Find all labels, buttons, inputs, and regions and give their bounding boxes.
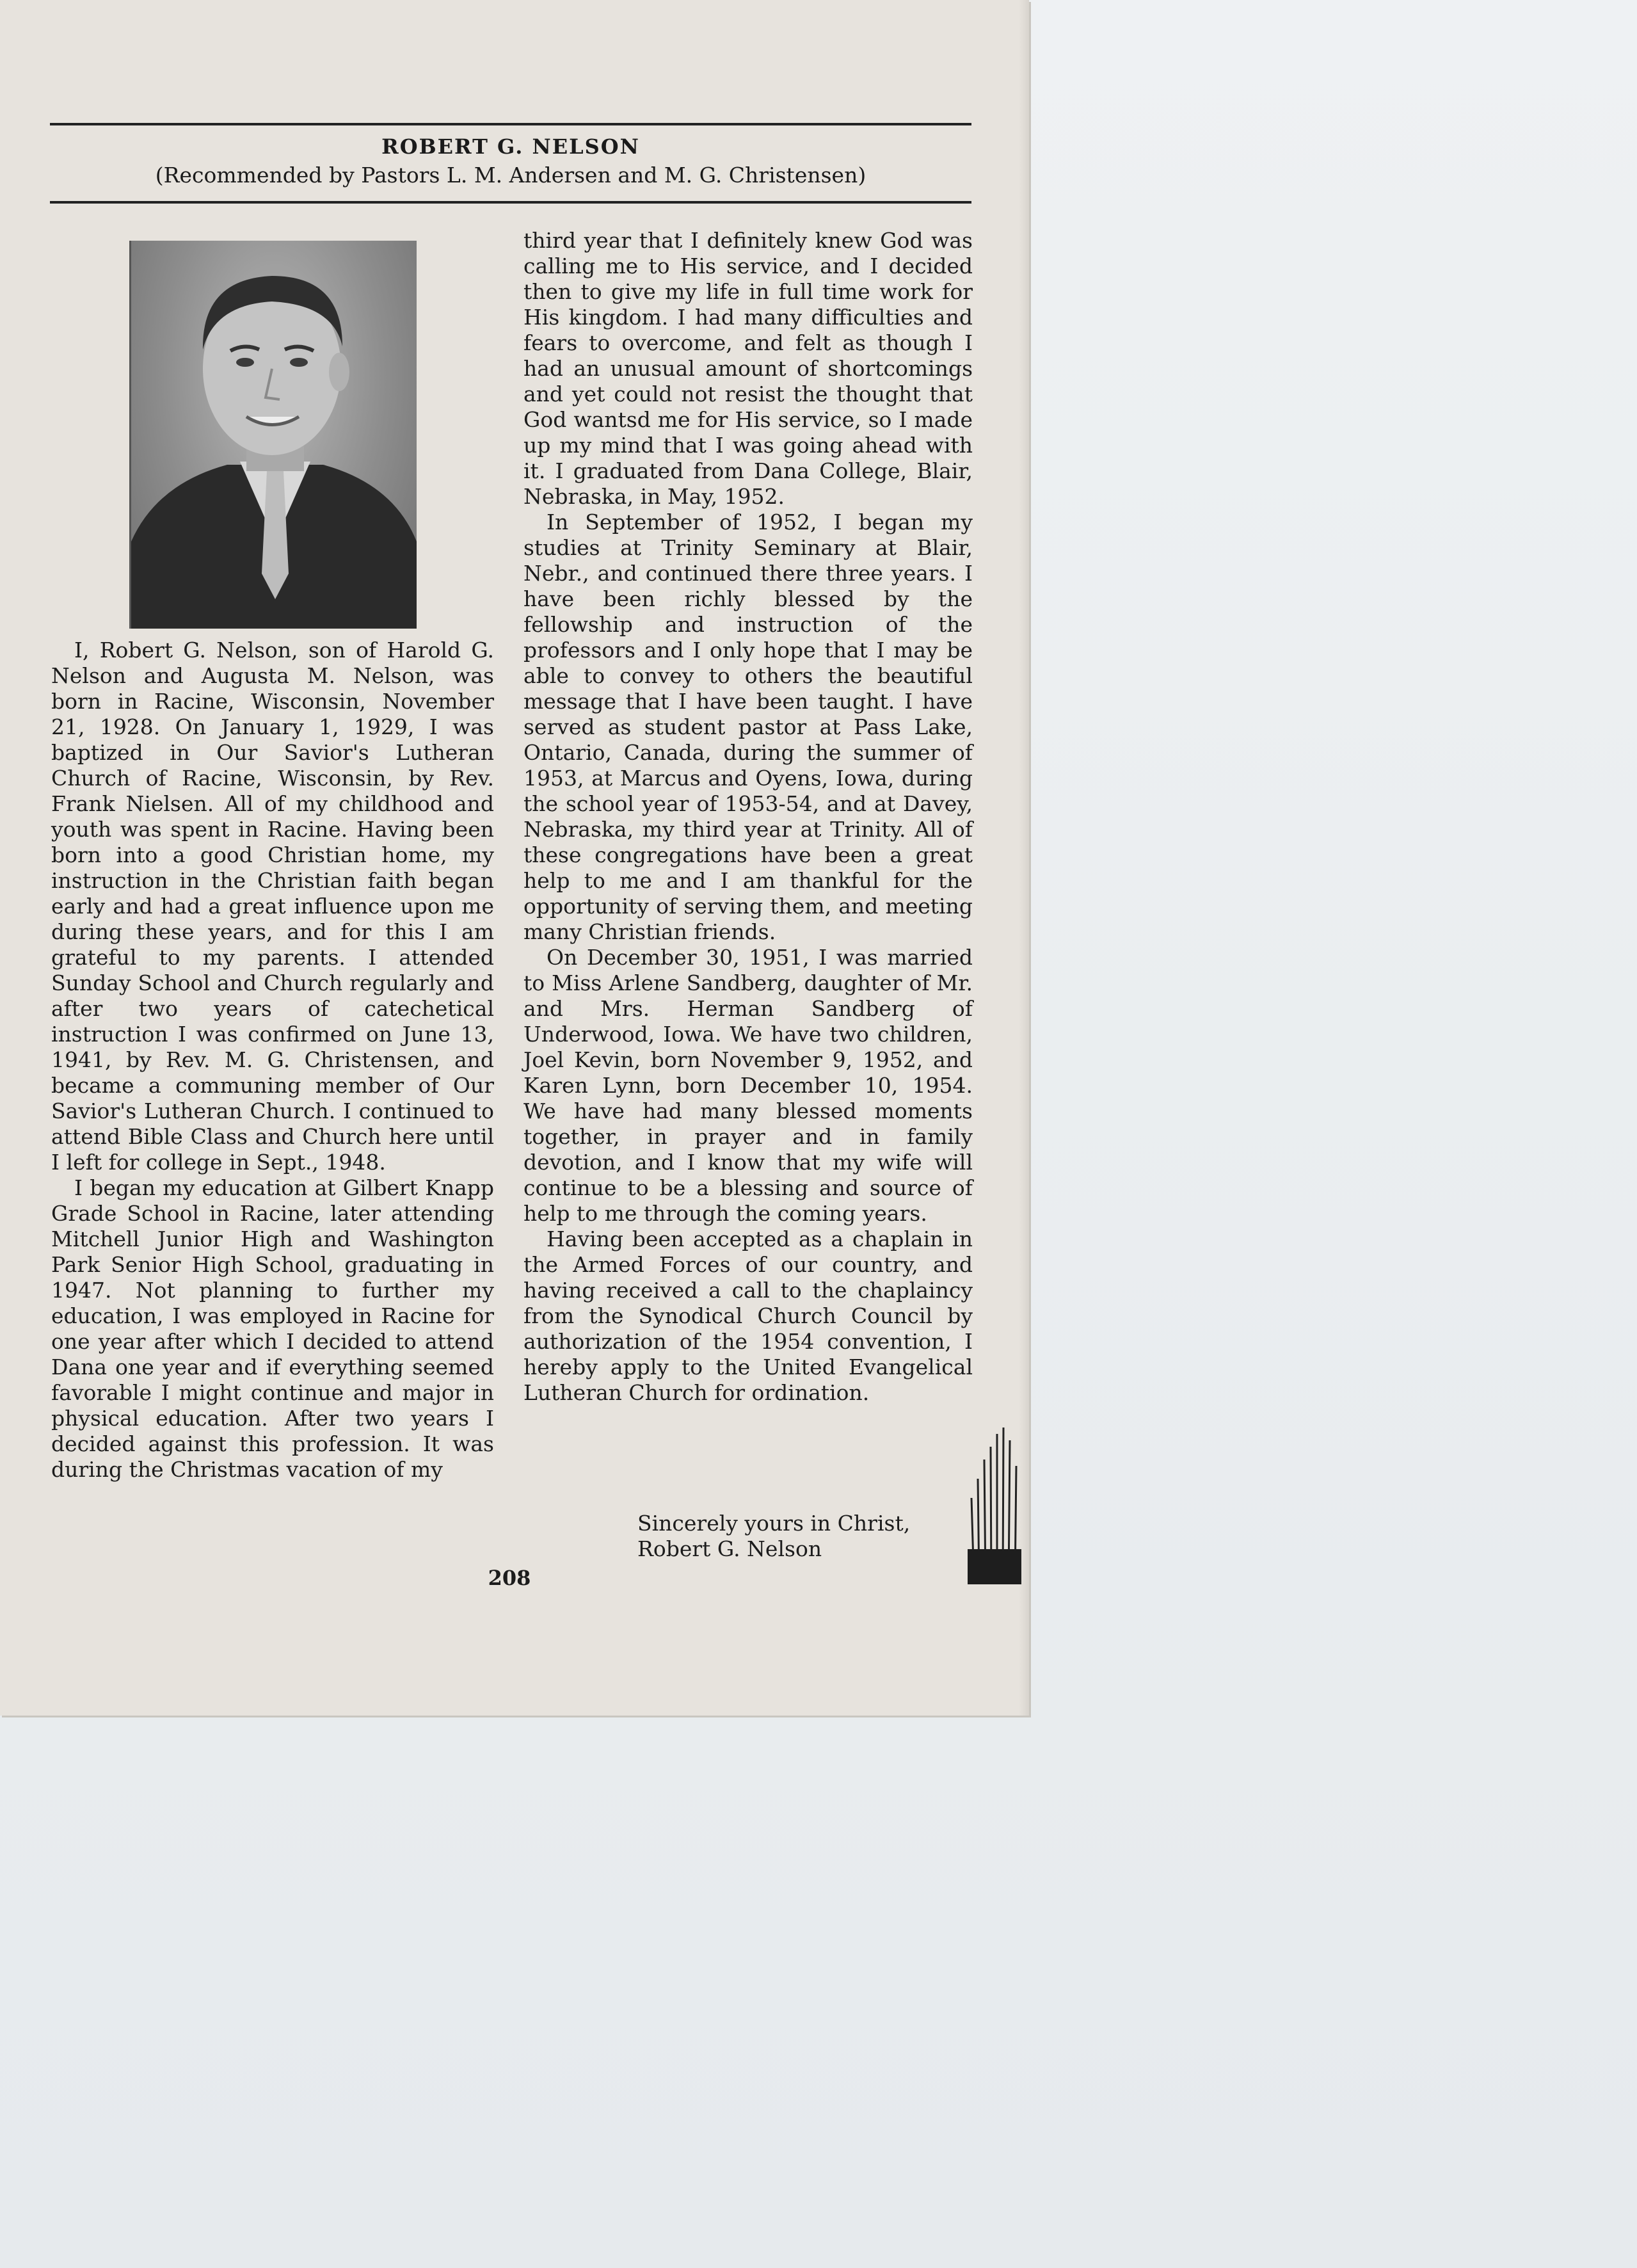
paragraph-education: I began my education at Gilbert Knapp Grade School in Racine, later attending Mitchell Junior High and Washington Park Senior High School, graduating in 1947. Not planning to further my education, I was employed in Racine for one year after which I decided to attend Dana one year and if everything seemed favorable I might continue and major in physical education. After two years I decided against this profession. It was during the Christmas vacation of my xyxy=(51,1175,494,1482)
article-title: ROBERT G. NELSON xyxy=(381,134,640,159)
closing-salutation: Sincerely yours in Christ, xyxy=(637,1511,911,1536)
paragraph-chaplaincy: Having been accepted as a chaplain in the Armed Forces of our country, and having received a call to the chaplaincy from the Synodical Church Council by authorization of the 1954 convention, I hereby apply to the United Evangelical Lutheran Church for ordination. xyxy=(523,1226,973,1405)
paragraph-seminary: In September of 1952, I began my studies at Trinity Seminary at Blair, Nebr., and continued there three years. I have been richly blessed by the fellowship and instruction of the professors and I only hope that I may be able to convey to others the beautiful message that I have been taught. I have served as student pastor at Pass Lake, Ontario, Canada, during the summer of 1953, at Marcus and Oyens, Iowa, during the school year of 1953-54, and at Davey, Nebraska, my third year at Trinity. All of these congregations have been a great help to me and I am thankful for the opportunity of serving them, and meeting many Christian friends. xyxy=(523,510,973,944)
portrait-illustration xyxy=(131,241,417,629)
newspaper-clipping xyxy=(0,0,1029,1716)
portrait-photo xyxy=(129,241,417,629)
left-column xyxy=(51,638,494,1483)
closing-signature: Robert G. Nelson xyxy=(637,1536,822,1561)
paragraph-marriage: On December 30, 1951, I was married to Miss Arlene Sandberg, daughter of Mr. and Mrs. Herman Sandberg of Underwood, Iowa. We have two children, Joel Kevin, born November 9, 1952, and Karen Lynn, born December 10, 1954. We have had many blessed moments together, in prayer and in family devotion, and I know that my wife will continue to be a blessing and source of help to me through the coming years. xyxy=(523,945,973,1226)
page-number: 208 xyxy=(488,1566,531,1590)
paragraph-biography-intro: I, Robert G. Nelson, son of Harold G. Nelson and Augusta M. Nelson, was born in Racine, Wisconsin, November 21, 1928. On January 1, 1929, I was baptized in Our Savior's Lutheran Church of Racine, Wisconsin, by Rev. Frank Nielsen. All of my childhood and youth was spent in Racine. Having been born into a good Christian home, my instruction in the Christian faith began early and had a great influence upon me during these years, and for this I am grateful to my parents. I attended Sunday School and Church regularly and after two years of catechetical instruction I was confirmed on June 13, 1941, by Rev. M. G. Christensen, and became a communing member of Our Savior's Lutheran Church. I continued to attend Bible Class and Church here until I left for college in Sept., 1948. xyxy=(51,638,494,1175)
paragraph-calling: third year that I definitely knew God was calling me to His service, and I decided then to give my life in full time work for His kingdom. I had many difficulties and fears to overcome, and felt as though I had an unusual amount of shortcomings and yet could not resist the thought that God wantsd me for His service, so I made up my mind that I was going ahead with it. I graduated from Dana College, Blair, Nebraska, in May, 1952. xyxy=(523,228,973,509)
torn-edge-fringe xyxy=(968,1421,1021,1584)
article-subtitle: (Recommended by Pastors L. M. Andersen and M. G. Christensen) xyxy=(155,163,866,188)
header-rule-top xyxy=(50,123,971,125)
right-column xyxy=(523,228,973,1406)
header-rule-bottom xyxy=(50,201,971,204)
